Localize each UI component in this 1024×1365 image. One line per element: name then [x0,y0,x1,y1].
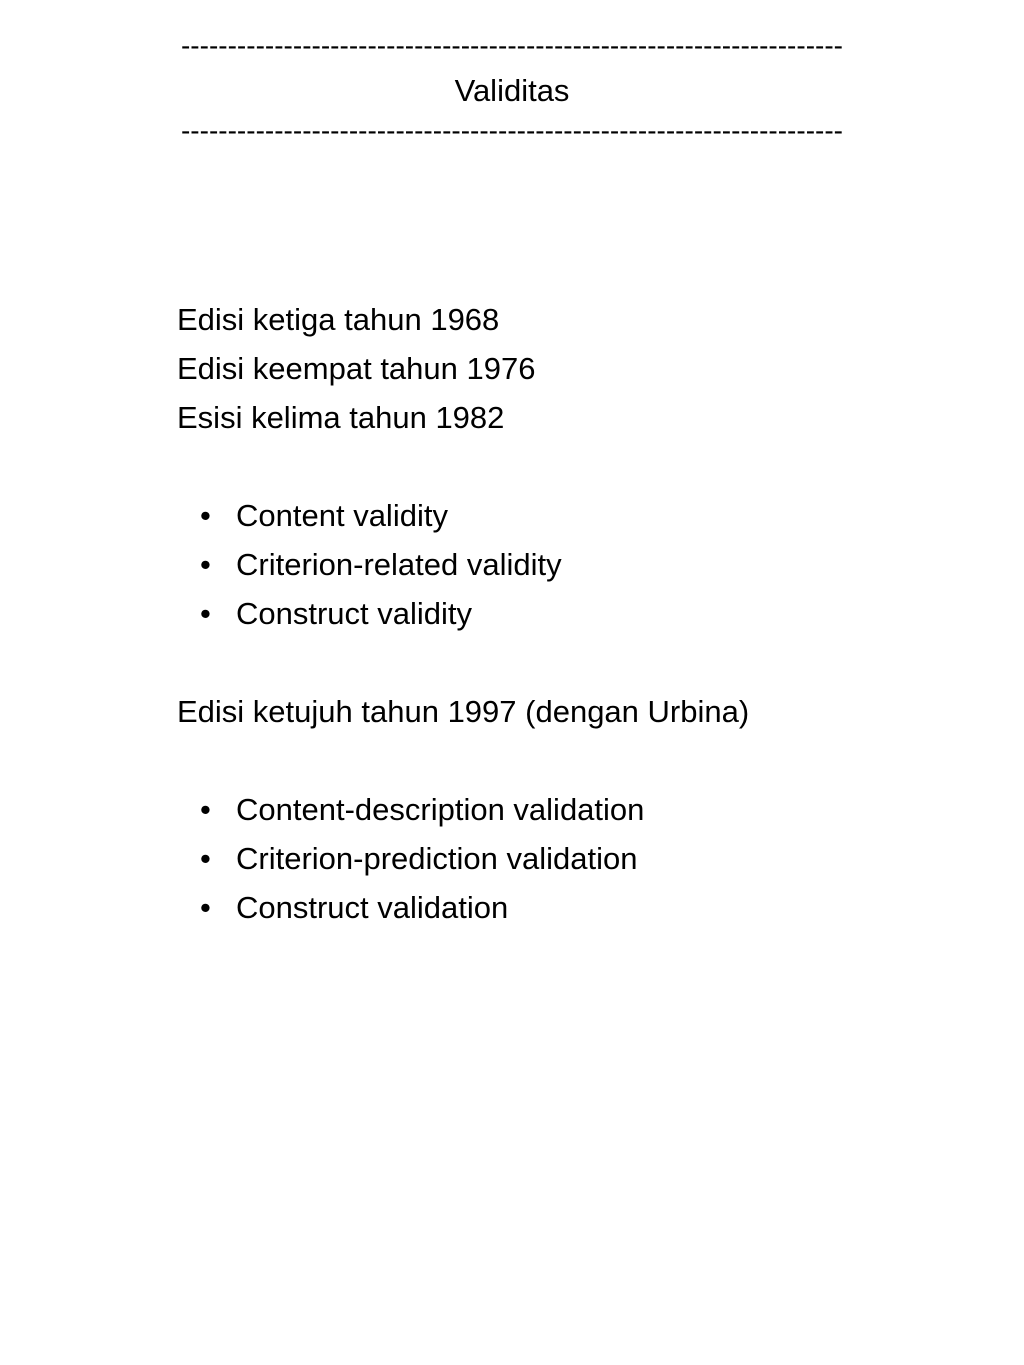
spacer [177,643,977,692]
bottom-dashed-rule: ----------------------------------------------------------------------- [180,115,844,146]
list-item-label: Criterion-prediction validation [236,841,638,876]
bullet-icon: • [200,498,211,533]
bullet-icon: • [200,547,211,582]
list-item-label: Content-description validation [236,792,645,827]
top-dashed-rule: ----------------------------------------------------------------------- [180,30,844,61]
edition-seventh-line: Edisi ketujuh tahun 1997 (dengan Urbina) [177,694,750,729]
list-item-label: Criterion-related validity [236,547,562,582]
validation-types-list [177,790,977,937]
bullet-icon: • [200,841,211,876]
validity-types-list [177,496,977,643]
list-item [177,594,977,643]
list-item [177,545,977,594]
list-item [177,839,977,888]
content-body [177,300,977,937]
list-item-label: Construct validity [236,596,473,631]
bullet-icon: • [200,890,211,925]
list-item-label: Content validity [236,498,448,533]
list-item [177,888,977,937]
page-title: Validitas [454,73,570,108]
edition-line: Edisi keempat tahun 1976 [177,351,536,386]
spacer [177,447,977,496]
spacer [177,741,977,790]
list-item [177,790,977,839]
edition-line: Esisi kelima tahun 1982 [177,400,505,435]
bullet-icon: • [200,596,211,631]
list-item-label: Construct validation [236,890,509,925]
list-item [177,496,977,545]
edition-line: Edisi ketiga tahun 1968 [177,302,500,337]
bullet-icon: • [200,792,211,827]
